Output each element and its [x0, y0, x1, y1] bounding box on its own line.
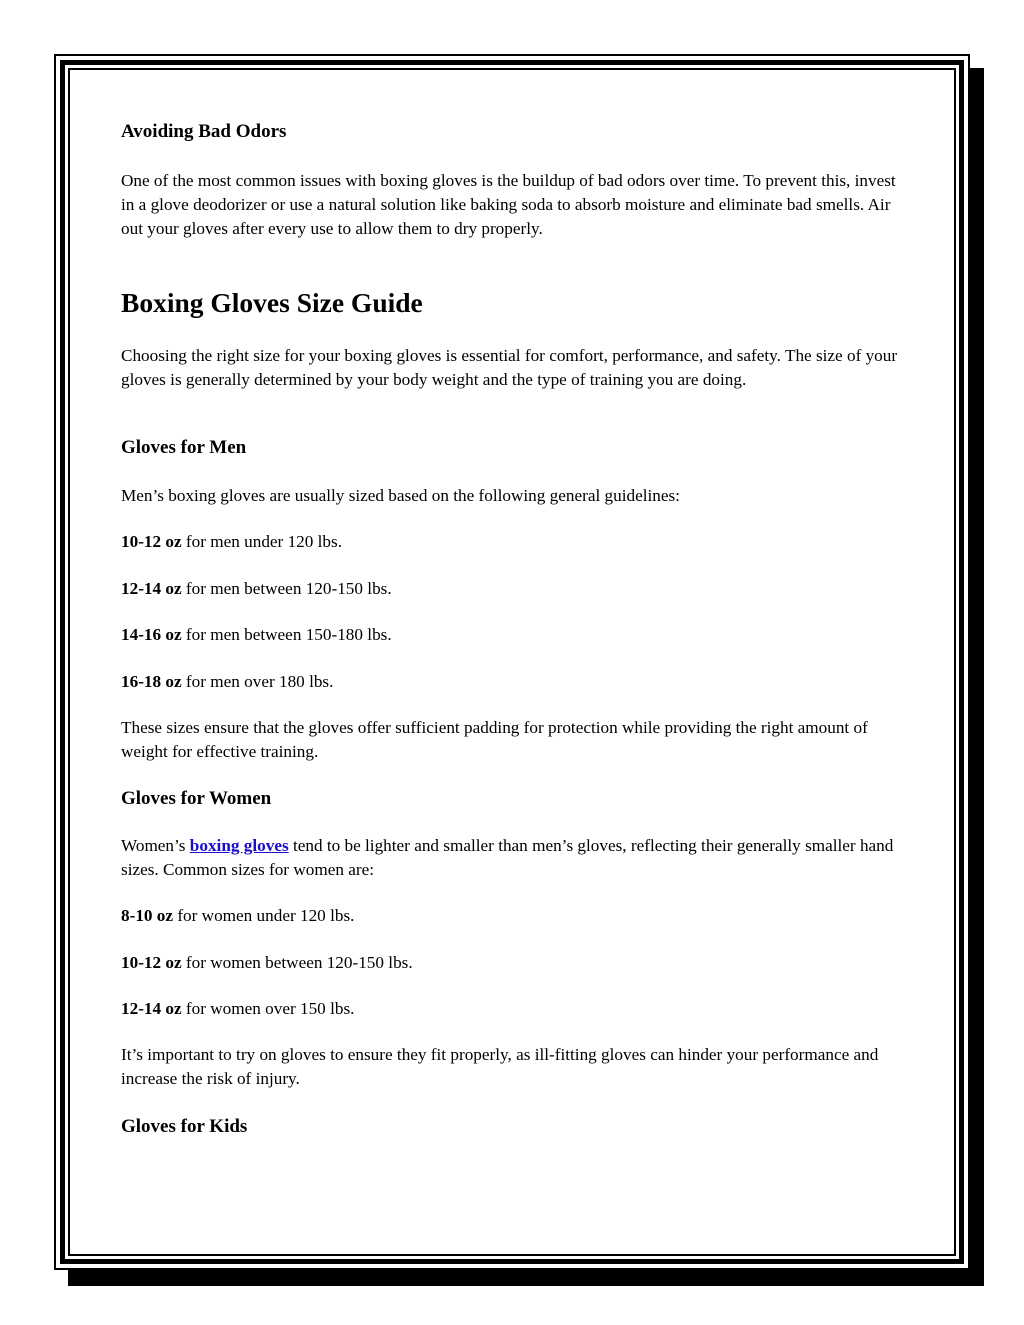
men-size-item	[121, 577, 906, 601]
size-guide-heading: Boxing Gloves Size Guide	[121, 287, 423, 318]
men-size-item	[121, 623, 906, 647]
odors-paragraph: One of the most common issues with boxing gloves is the buildup of bad odors over time. To prevent this, invest in a glove deodorizer or use a natural solution like baking soda to absorb moisture and eliminate bad smells. Air out your gloves after every use to allow them to dry properly.	[121, 171, 896, 238]
size-label: 14-16 oz	[121, 625, 182, 644]
women-size-item	[121, 904, 906, 928]
women-intro-start: Women’s	[121, 836, 190, 855]
size-description: for men between 120-150 lbs.	[181, 579, 392, 598]
women-size-item	[121, 951, 906, 975]
size-description: for men under 120 lbs.	[181, 532, 343, 551]
size-label: 8-10 oz	[121, 906, 174, 925]
odors-heading: Avoiding Bad Odors	[121, 121, 287, 142]
size-description: for women under 120 lbs.	[173, 906, 355, 925]
size-label: 10-12 oz	[121, 953, 182, 972]
size-description: for women over 150 lbs.	[181, 999, 355, 1018]
size-description: for men between 150-180 lbs.	[181, 625, 392, 644]
men-heading: Gloves for Men	[121, 437, 247, 458]
men-size-item	[121, 670, 906, 694]
size-guide-paragraph: Choosing the right size for your boxing gloves is essential for comfort, performance, and safety. The size of your gloves is generally determined by your body weight and the type of training you are doing.	[121, 346, 898, 389]
women-size-item	[121, 997, 906, 1021]
women-heading: Gloves for Women	[121, 788, 272, 809]
men-size-item	[121, 530, 906, 554]
women-intro-end: tend to be lighter and smaller than men’s gloves, reflecting their generally smaller hand sizes. Common sizes for women are:	[121, 836, 894, 879]
size-label: 10-12 oz	[121, 532, 182, 551]
kids-heading: Gloves for Kids	[121, 1116, 248, 1137]
size-description: for men over 180 lbs.	[181, 672, 334, 691]
women-outro-paragraph: It’s important to try on gloves to ensure they fit properly, as ill-fitting gloves can hinder your performance and increase the risk of injury.	[121, 1045, 879, 1088]
women-intro-paragraph	[121, 834, 906, 882]
men-intro-paragraph: Men’s boxing gloves are usually sized based on the following general guidelines:	[121, 486, 680, 505]
size-label: 16-18 oz	[121, 672, 182, 691]
boxing-gloves-link[interactable]: boxing gloves	[189, 836, 289, 855]
size-label: 12-14 oz	[121, 579, 182, 598]
size-label: 12-14 oz	[121, 999, 182, 1018]
size-description: for women between 120-150 lbs.	[181, 953, 413, 972]
men-outro-paragraph: These sizes ensure that the gloves offer sufficient padding for protection while providing the right amount of weight for effective training.	[121, 718, 868, 761]
